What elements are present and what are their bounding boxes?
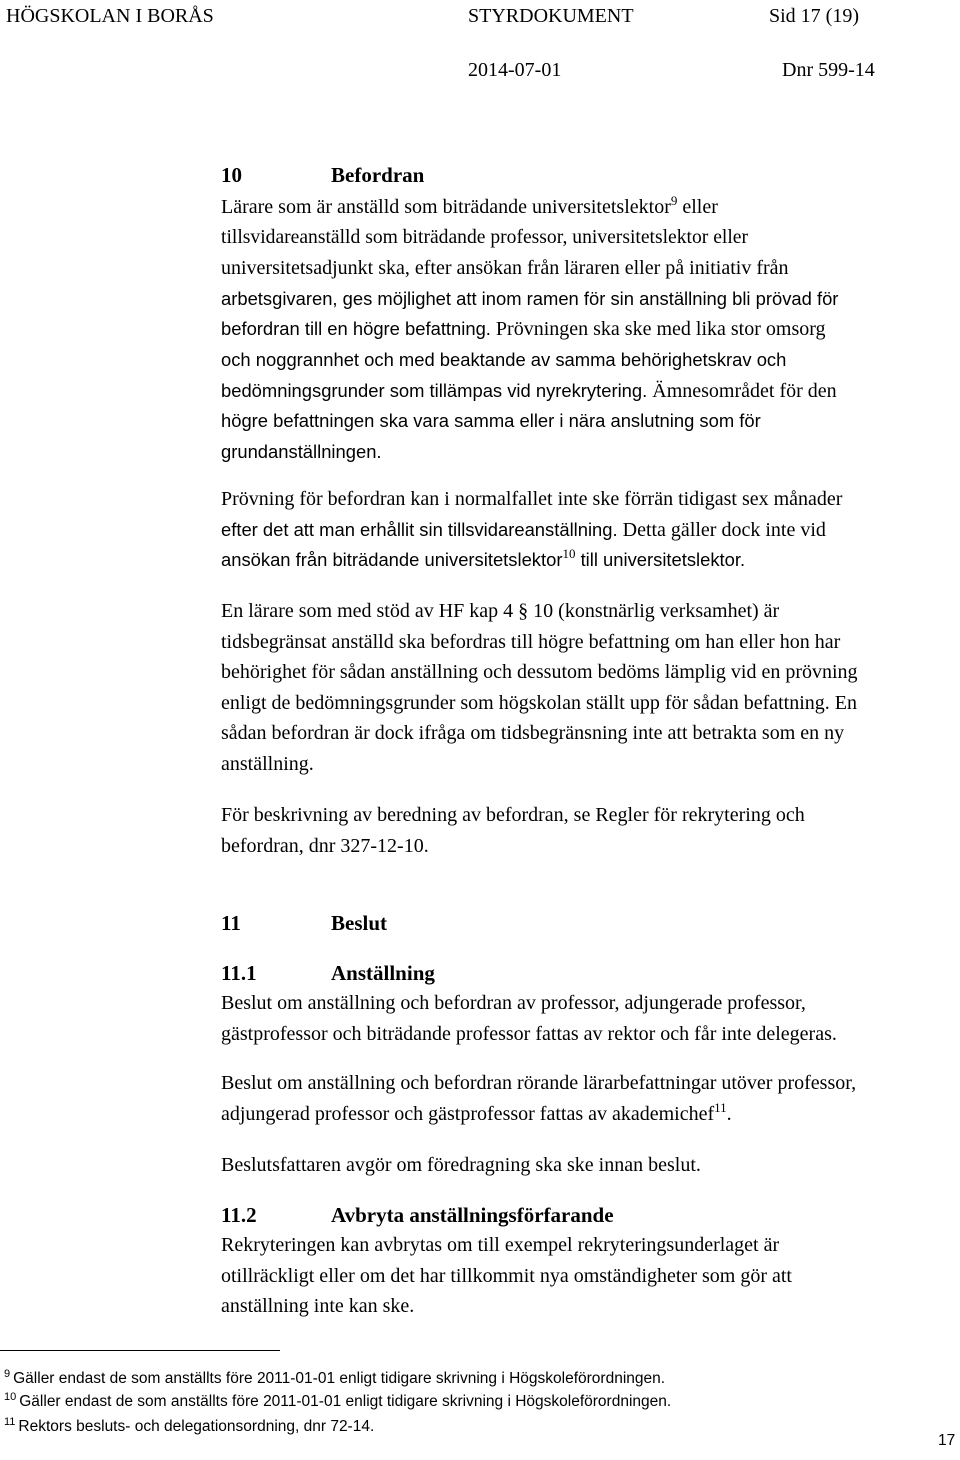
heading-avbryta [221, 1202, 614, 1228]
text-line: anställning inte kan ske. [221, 1295, 415, 1318]
heading-anstallning [221, 960, 435, 986]
text-line: adjungerad professor och gästprofessor fattas av akademichef$^{11}$. [221, 1099, 732, 1125]
befordran-paragraph-3 [221, 596, 960, 780]
text-line: För beskrivning av beredning av befordran, se Regler för rekrytering och [221, 804, 805, 826]
text-line: behörighet för sådan anställning och dessutom bedöms lämplig vid en prövning [221, 661, 858, 684]
section-title: Avbryta anställningsförfarande [331, 1203, 614, 1227]
befordran-paragraph-4 [221, 800, 960, 861]
text-line: högre befattningen ska vara samma eller i nära anslutning som för [221, 410, 761, 432]
text-line: En lärare som med stöd av HF kap 4 § 10 (konstnärlig verksamhet) är [221, 600, 780, 622]
befordran-paragraph-1 [221, 192, 960, 467]
footnote-ref: 10 [562, 546, 576, 562]
header-org: HÖGSKOLAN I BORÅS [6, 5, 214, 27]
anstallning-paragraph-2 [221, 1068, 960, 1129]
anstallning-paragraph-3 [221, 1150, 960, 1181]
footnote-ref: 11 [714, 1099, 727, 1115]
text-line: otillräckligt eller om det har tillkommit nya omständigheter som gör att [221, 1264, 792, 1287]
text-line: efter det att man erhållit sin tillsvidareanställning. Detta gäller dock inte vid [221, 518, 826, 541]
section-number: 10 [221, 163, 242, 187]
text-line: enligt de bedömningsgrunder som högskolan ställt upp för sådan befattning. En [221, 691, 857, 714]
footnote-10: $^{10}$ Gäller endast de som anställts före 2011-01-01 enligt tidigare skrivning i Högskoleförordningen. [4, 1391, 672, 1410]
text-line: universitetsadjunkt ska, efter ansökan från läraren eller på initiativ från [221, 257, 789, 280]
text-line: Rekryteringen kan avbrytas om till exempel rekryteringsunderlaget är [221, 1234, 780, 1256]
footnote-11: $^{11}$ Rektors besluts- och delegationsordning, dnr 72-14. [4, 1416, 375, 1435]
befordran-paragraph-2 [221, 484, 960, 576]
text-line: och noggrannhet och med beaktande av samma behörighetskrav och [221, 348, 787, 370]
section-title: Befordran [331, 163, 425, 187]
header-doctype: STYRDOKUMENT [468, 5, 634, 27]
header-page: Sid 17 (19) [769, 5, 859, 27]
text-line: grundanställningen. [221, 440, 382, 462]
header-date: 2014-07-01 [468, 59, 562, 81]
text-line: bedömningsgrunder som tillämpas vid nyrekrytering. Ämnesområdet för den [221, 379, 837, 402]
heading-befordran [221, 162, 424, 188]
section-title: Beslut [331, 911, 388, 935]
text-line: anställning. [221, 752, 314, 775]
header-dnr: Dnr 599-14 [782, 59, 875, 81]
avbryta-paragraph-1 [221, 1230, 960, 1322]
section-title: Anställning [331, 961, 435, 985]
text-line: arbetsgivaren, ges möjlighet att inom ramen för sin anställning bli prövad för [221, 287, 839, 309]
text-line: gästprofessor och biträdande professor fattas av rektor och får inte delegeras. [221, 1022, 837, 1045]
text-line: befordran till en högre befattning. Prövningen ska ske med lika stor omsorg [221, 318, 826, 341]
text-line: Beslutsfattaren avgör om föredragning ska ske innan beslut. [221, 1154, 701, 1176]
page-number: 17 [938, 1432, 956, 1449]
section-number: 11.2 [221, 1203, 257, 1227]
text-line: Beslut om anställning och befordran rörande lärarbefattningar utöver professor, [221, 1072, 857, 1094]
text-line: tidsbegränsat anställd ska befordras till högre befattning om han eller hon har [221, 630, 841, 653]
heading-beslut [221, 910, 387, 936]
footnote-ref: 9 [670, 193, 678, 208]
text-line: ansökan från biträdande universitetslektor$^{10}$ till universitetslektor. [221, 546, 746, 571]
section-number: 11.1 [221, 961, 257, 985]
text-line: sådan befordran är dock ifråga om tidsbegränsning inte att betrakta som en ny [221, 722, 845, 745]
footnote-9: $^9$ Gäller endast de som anställts före 2011-01-01 enligt tidigare skrivning i Högskoleförordningen. [4, 1368, 666, 1387]
text-line: Beslut om anställning och befordran av professor, adjungerade professor, [221, 992, 806, 1014]
text-line: Lärare som är anställd som biträdande universitetslektor$^9$ eller [221, 193, 718, 218]
section-number: 11 [221, 911, 241, 935]
text-line: Prövning för befordran kan i normalfallet inte ske förrän tidigast sex månader [221, 488, 843, 510]
anstallning-paragraph-1 [221, 988, 960, 1049]
text-line: befordran, dnr 327-12-10. [221, 834, 429, 857]
text-line: tillsvidareanställd som biträdande professor, universitetslektor eller [221, 226, 749, 248]
footnote-divider [0, 1350, 280, 1351]
